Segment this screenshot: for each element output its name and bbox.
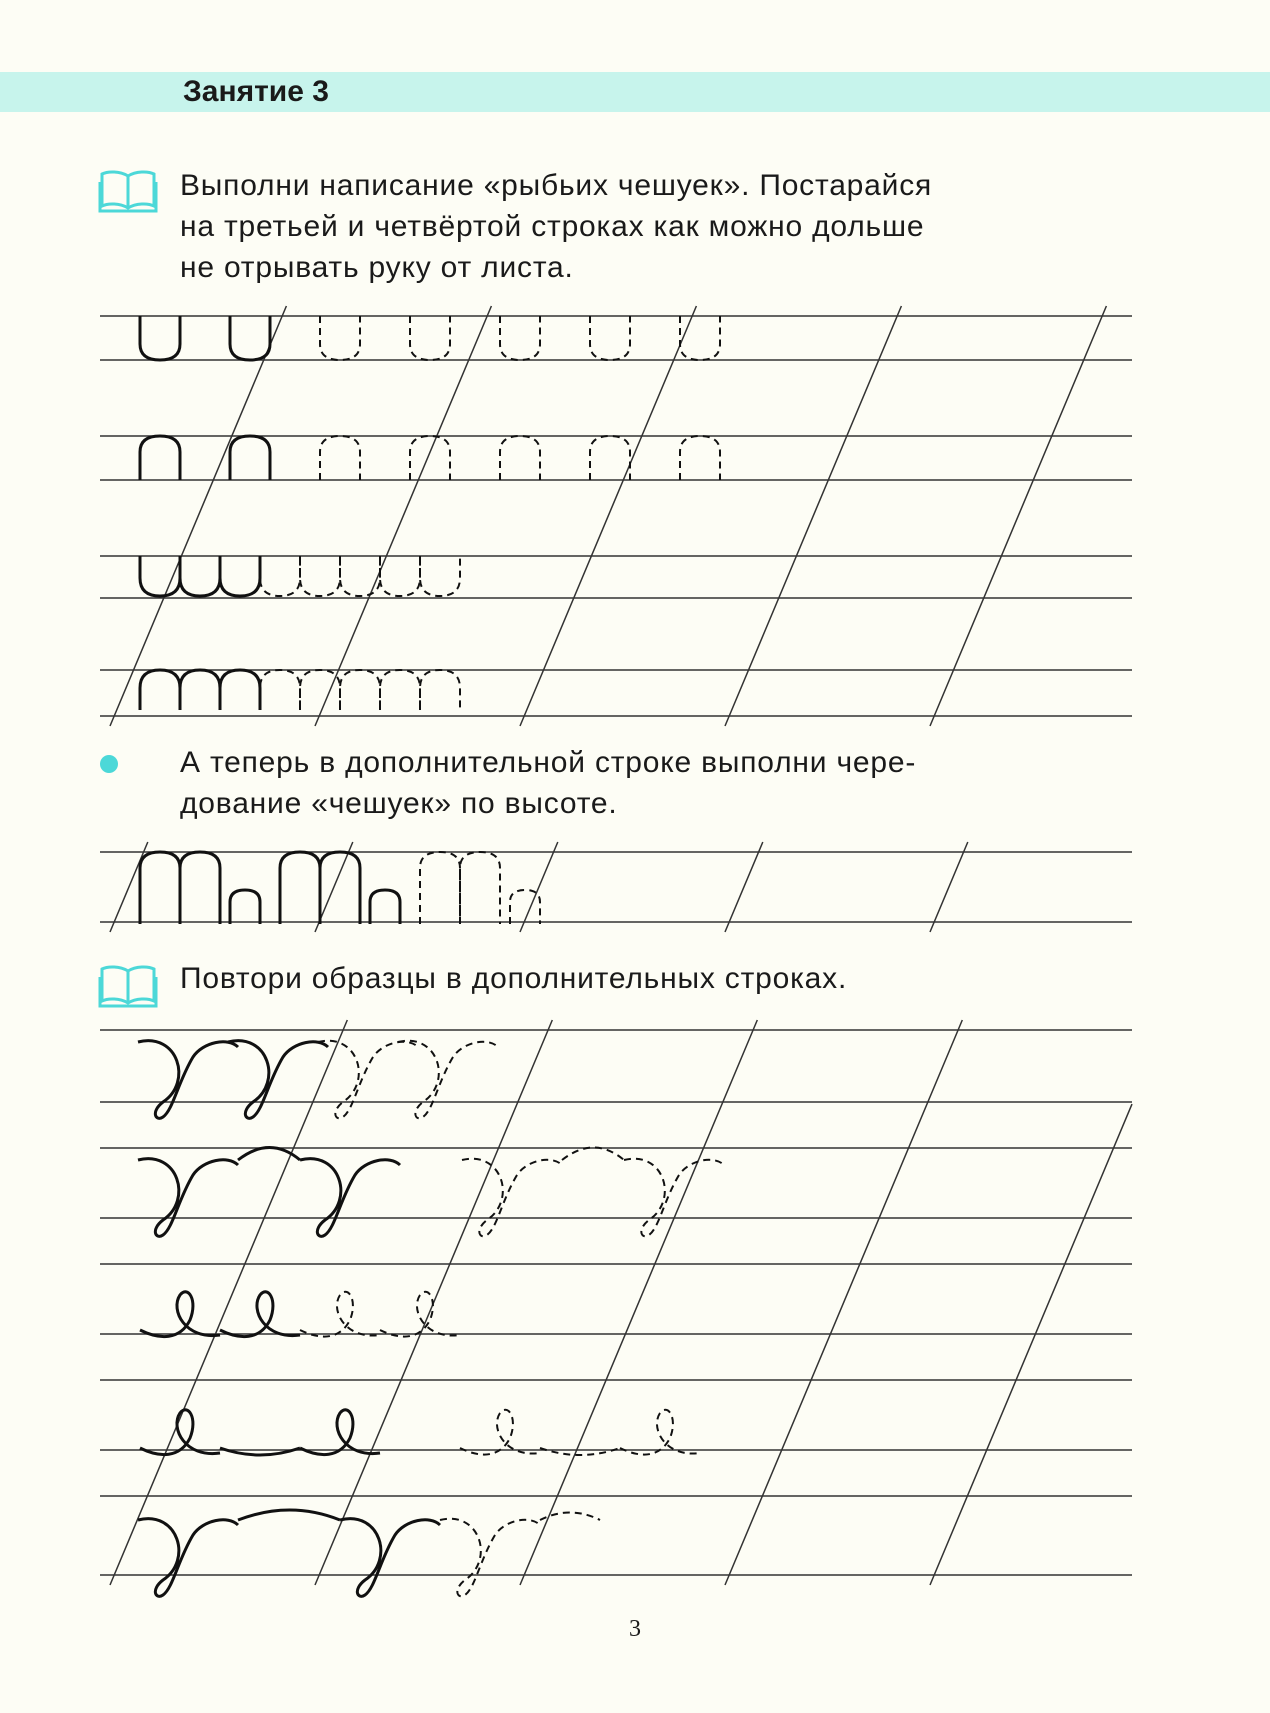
pattern-row-loops-4 <box>140 1410 700 1455</box>
task-2-line-1: А теперь в дополнительной строке выполни чере- <box>180 746 917 779</box>
page-number: 3 <box>629 1616 641 1642</box>
pattern-row-arches <box>140 436 720 480</box>
pattern-row-loops-1 <box>138 1041 498 1119</box>
task-2-line-2: дование «чешуек» по высоте. <box>180 787 618 820</box>
pattern-row-cups <box>140 316 720 360</box>
task-1-line-1: Выполни написание «рыбьих чешуек». Постарайся <box>180 169 933 202</box>
pattern-row-loops-5 <box>138 1510 600 1596</box>
pattern-row-alternating-heights <box>140 852 540 924</box>
task-1-line-3: не отрывать руку от листа. <box>180 251 574 284</box>
pattern-row-loops-3 <box>140 1292 460 1337</box>
pattern-row-loops-2 <box>138 1148 724 1237</box>
pattern-row-connected-arches <box>140 670 460 710</box>
pattern-row-connected-cups <box>140 556 460 596</box>
task-1-line-2: на третьей и четвёртой строках как можно дольше <box>180 210 925 243</box>
task-3-line-1: Повтори образцы в дополнительных строках. <box>180 962 848 995</box>
lesson-title: Занятие 3 <box>183 75 329 108</box>
